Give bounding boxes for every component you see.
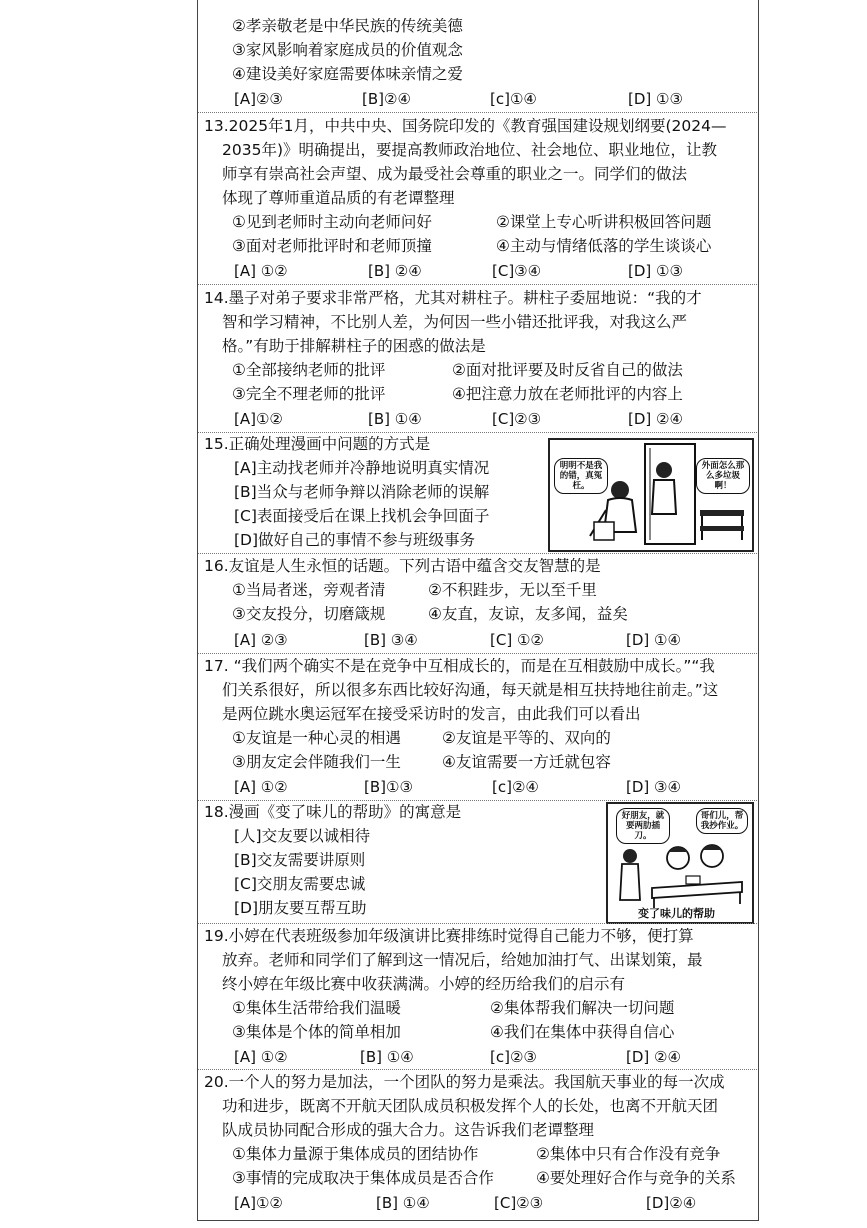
q14-option-c: [C]②③ [492, 410, 542, 428]
q16-option-c: [C] ①② [490, 631, 544, 649]
q18-speech-bubble-right: 哥们儿，帮我抄作业。 [696, 808, 748, 834]
q17-item-1: ①友谊是一种心灵的相遇 [232, 729, 401, 747]
q19-line-2: 放弃。老师和同学们了解到这一情况后，给她加油打气、出谋划策，最 [222, 951, 703, 969]
q15-speech-bubble-left: 明明不是我的错，真冤枉。 [554, 458, 608, 494]
separator [198, 284, 757, 285]
q15-option-a: [A]主动找老师并冷静地说明真实情况 [234, 459, 490, 477]
q15-option-d: [D]做好自己的事情不参与班级事务 [234, 531, 476, 549]
q18-option-c: [C]交朋友需要忠诚 [234, 875, 366, 893]
q13-option-a: [A] ①② [234, 262, 288, 280]
q19-option-b: [B] ①④ [360, 1048, 414, 1066]
q19-item-4: ④我们在集体中获得自信心 [490, 1023, 675, 1041]
separator [198, 653, 757, 654]
q14-item-2: ②面对批评要及时反省自己的做法 [452, 361, 683, 379]
q16-option-a: [A] ②③ [234, 631, 288, 649]
q20-line-1: 20.一个人的努力是加法，一个团队的努力是乘法。我国航天事业的每一次成 [204, 1073, 725, 1091]
q13-option-c: [C]③④ [492, 262, 542, 280]
separator [198, 1069, 757, 1070]
q16-item-1: ①当局者迷，旁观者清 [232, 581, 386, 599]
q17-option-d: [D] ③④ [626, 778, 681, 796]
q15-option-c: [C]表面接受后在课上找机会争回面子 [234, 507, 490, 525]
q14-item-4: ④把注意力放在老师批评的内容上 [452, 385, 683, 403]
q13-item-3: ③面对老师批评时和老师顶撞 [232, 237, 432, 255]
q17-item-3: ③朋友定会伴随我们一生 [232, 753, 401, 771]
q14-item-3: ③完全不理老师的批评 [232, 385, 386, 403]
q19-item-3: ③集体是个体的简单相加 [232, 1023, 401, 1041]
q13-line-1: 13.2025年1月，中共中央、国务院印发的《教育强国建设规划纲要(2024— [204, 117, 727, 135]
q18-cartoon-caption: 变了味儿的帮助 [638, 907, 715, 920]
q17-option-a: [A] ①② [234, 778, 288, 796]
q20-item-2: ②集体中只有合作没有竞争 [536, 1145, 721, 1163]
q13-item-2: ②课堂上专心听讲积极回答问题 [496, 213, 712, 231]
q13-option-b: [B] ②④ [368, 262, 422, 280]
q19-line-3: 终小婷在年级比赛中收获满满。小婷的经历给我们的启示有 [222, 975, 626, 993]
q19-item-1: ①集体生活带给我们温暖 [232, 999, 401, 1017]
q12-option-d: [D] ①③ [628, 90, 683, 108]
q15-stem: 15.正确处理漫画中问题的方式是 [204, 435, 431, 453]
q18-cartoon [606, 802, 754, 924]
separator [198, 432, 757, 433]
q12-item-3: ③家风影响着家庭成员的价值观念 [232, 41, 463, 59]
q19-option-d: [D] ②④ [626, 1048, 681, 1066]
q20-item-3: ③事情的完成取决于集体成员是否合作 [232, 1169, 494, 1187]
q14-option-b: [B] ①④ [368, 410, 422, 428]
separator [198, 553, 757, 554]
q19-item-2: ②集体帮我们解决一切问题 [490, 999, 675, 1017]
q17-line-2: 们关系很好，所以很多东西比较好沟通，每天就是相互扶持地往前走。”这 [222, 681, 719, 699]
q12-option-c: [c]①④ [490, 90, 537, 108]
q17-line-3: 是两位跳水奥运冠军在接受采访时的发言，由此我们可以看出 [222, 705, 641, 723]
q15-option-b: [B]当众与老师争辩以消除老师的误解 [234, 483, 490, 501]
q16-option-b: [B] ③④ [364, 631, 418, 649]
q17-option-b: [B]①③ [364, 778, 413, 796]
q17-option-c: [c]②④ [492, 778, 539, 796]
q14-option-d: [D] ②④ [628, 410, 683, 428]
q19-option-a: [A] ①② [234, 1048, 288, 1066]
q20-option-c: [C]②③ [494, 1194, 544, 1212]
q18-option-a: [人]交友要以诚相待 [234, 827, 371, 845]
q12-item-4: ④建设美好家庭需要体味亲情之爱 [232, 65, 463, 83]
q18-option-d: [D]朋友要互帮互助 [234, 899, 367, 917]
q14-line-1: 14.墨子对弟子要求非常严格，尤其对耕柱子。耕柱子委屈地说：“我的才 [204, 289, 702, 307]
q14-line-3: 格。”有助于排解耕柱子的困惑的做法是 [222, 337, 486, 355]
q13-item-4: ④主动与情绪低落的学生谈谈心 [496, 237, 712, 255]
q20-option-a: [A]①② [234, 1194, 283, 1212]
q19-option-c: [c]②③ [490, 1048, 537, 1066]
q19-line-1: 19.小婷在代表班级参加年级演讲比赛排练时觉得自己能力不够，便打算 [204, 927, 694, 945]
q13-item-1: ①见到老师时主动向老师问好 [232, 213, 432, 231]
q16-stem: 16.友谊是人生永恒的话题。下列古语中蕴含交友智慧的是 [204, 557, 601, 575]
q16-item-2: ②不积跬步，无以至千里 [428, 581, 597, 599]
classroom-illustration [550, 440, 752, 550]
q13-line-3: 师享有崇高社会声望、成为最受社会尊重的职业之一。同学们的做法 [222, 165, 688, 183]
separator [198, 800, 757, 801]
q16-item-3: ③交友投分，切磨箴规 [232, 605, 386, 623]
q20-line-2: 功和进步，既离不开航天团队成员积极发挥个人的长处，也离不开航天团 [222, 1097, 719, 1115]
separator [198, 923, 757, 924]
q13-option-d: [D] ①③ [628, 262, 683, 280]
q20-option-b: [B] ①④ [376, 1194, 430, 1212]
q12-option-a: [A]②③ [234, 90, 283, 108]
q15-speech-bubble-right: 外面怎么那么多垃圾啊！ [696, 458, 750, 494]
q13-line-4: 体现了尊师重道品质的有老谭整理 [222, 189, 455, 207]
separator [198, 112, 757, 113]
q20-item-4: ④要处理好合作与竞争的关系 [536, 1169, 736, 1187]
q14-line-2: 智和学习精神，不比别人差，为何因一些小错还批评我，对我这么严 [222, 313, 688, 331]
q13-line-2: 2035年)》明确提出，要提高教师政治地位、社会地位、职业地位，让教 [222, 141, 717, 159]
q15-cartoon [548, 438, 754, 552]
q17-item-4: ④友谊需要一方迁就包容 [442, 753, 611, 771]
q16-item-4: ④友直，友谅，友多闻，益矣 [428, 605, 628, 623]
q18-option-b: [B]交友需要讲原则 [234, 851, 366, 869]
q12-item-2: ②孝亲敬老是中华民族的传统美德 [232, 17, 463, 35]
q20-item-1: ①集体力量源于集体成员的团结协作 [232, 1145, 479, 1163]
q20-line-3: 队成员协同配合形成的强大合力。这告诉我们老谭整理 [222, 1121, 595, 1139]
q20-option-d: [D]②④ [646, 1194, 697, 1212]
q17-item-2: ②友谊是平等的、双向的 [442, 729, 611, 747]
q14-option-a: [A]①② [234, 410, 283, 428]
q18-speech-bubble-left: 好朋友，就要两肋插刀。 [616, 808, 670, 844]
q18-stem: 18.漫画《变了味儿的帮助》的寓意是 [204, 803, 462, 821]
q12-option-b: [B]②④ [362, 90, 411, 108]
q14-item-1: ①全部接纳老师的批评 [232, 361, 386, 379]
q17-line-1: 17. “我们两个确实不是在竞争中互相成长的，而是在互相鼓励中成长。”“我 [204, 657, 715, 675]
q16-option-d: [D] ①④ [626, 631, 681, 649]
